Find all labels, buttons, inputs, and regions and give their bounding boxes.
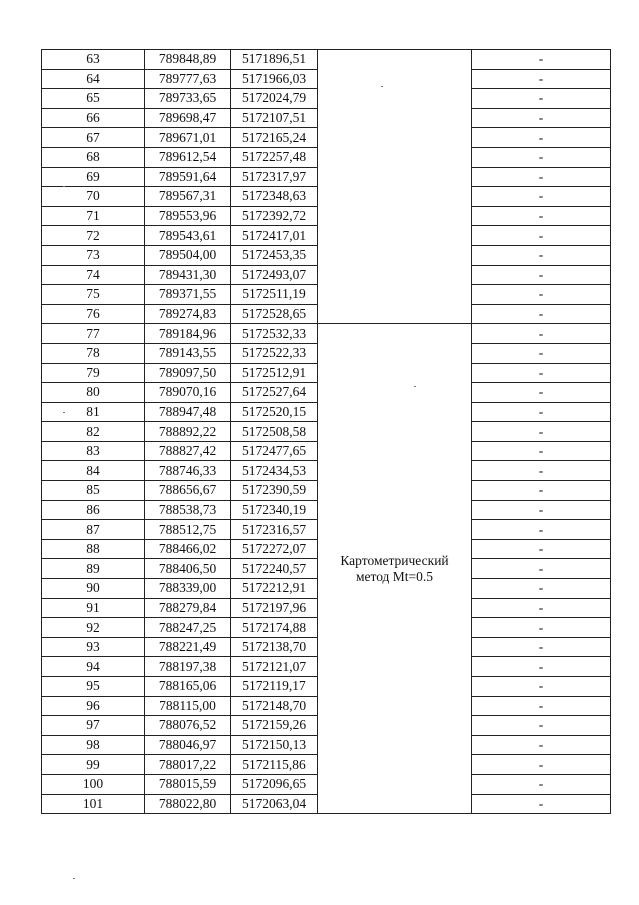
x-coordinate-cell: 788892,22 xyxy=(145,422,231,442)
y-coordinate-cell: 5172340,19 xyxy=(231,500,318,520)
y-coordinate-cell: 5172119,17 xyxy=(231,677,318,697)
x-coordinate-cell: 789070,16 xyxy=(145,383,231,403)
x-coordinate-cell: 789671,01 xyxy=(145,128,231,148)
x-coordinate-cell: 788076,52 xyxy=(145,716,231,736)
x-coordinate-cell: 788746,33 xyxy=(145,461,231,481)
point-number-cell: 88 xyxy=(42,539,145,559)
point-number-cell: 100 xyxy=(42,774,145,794)
y-coordinate-cell: 5172317,97 xyxy=(231,167,318,187)
x-coordinate-cell: 788165,06 xyxy=(145,677,231,697)
x-coordinate-cell: 789553,96 xyxy=(145,206,231,226)
accuracy-cell: - xyxy=(472,167,611,187)
point-number-cell: 98 xyxy=(42,735,145,755)
accuracy-cell: - xyxy=(472,363,611,383)
y-coordinate-cell: 5171966,03 xyxy=(231,69,318,89)
point-number-cell: 65 xyxy=(42,89,145,109)
y-coordinate-cell: 5172511,19 xyxy=(231,285,318,305)
x-coordinate-cell: 788017,22 xyxy=(145,755,231,775)
coordinates-table xyxy=(41,49,611,814)
y-coordinate-cell: 5172212,91 xyxy=(231,579,318,599)
y-coordinate-cell: 5172522,33 xyxy=(231,343,318,363)
accuracy-cell: - xyxy=(472,50,611,70)
accuracy-cell: - xyxy=(472,794,611,814)
x-coordinate-cell: 789591,64 xyxy=(145,167,231,187)
y-coordinate-cell: 5172063,04 xyxy=(231,794,318,814)
point-number-cell: 72 xyxy=(42,226,145,246)
y-coordinate-cell: 5172493,07 xyxy=(231,265,318,285)
y-coordinate-cell: 5172417,01 xyxy=(231,226,318,246)
y-coordinate-cell: 5172390,59 xyxy=(231,481,318,501)
x-coordinate-cell: 788538,73 xyxy=(145,500,231,520)
x-coordinate-cell: 789567,31 xyxy=(145,187,231,207)
x-coordinate-cell: 789097,50 xyxy=(145,363,231,383)
accuracy-cell: - xyxy=(472,402,611,422)
point-number-cell: 81 xyxy=(42,402,145,422)
y-coordinate-cell: 5172257,48 xyxy=(231,147,318,167)
y-coordinate-cell: 5172150,13 xyxy=(231,735,318,755)
point-number-cell: 64 xyxy=(42,69,145,89)
scan-speck xyxy=(414,386,416,387)
accuracy-cell: - xyxy=(472,735,611,755)
point-number-cell: 89 xyxy=(42,559,145,579)
point-number-cell: 90 xyxy=(42,579,145,599)
x-coordinate-cell: 789431,30 xyxy=(145,265,231,285)
x-coordinate-cell: 788512,75 xyxy=(145,520,231,540)
accuracy-cell: - xyxy=(472,598,611,618)
accuracy-cell: - xyxy=(472,461,611,481)
scan-speck xyxy=(63,186,65,187)
y-coordinate-cell: 5172121,07 xyxy=(231,657,318,677)
point-number-cell: 93 xyxy=(42,637,145,657)
x-coordinate-cell: 789543,61 xyxy=(145,226,231,246)
y-coordinate-cell: 5172197,96 xyxy=(231,598,318,618)
x-coordinate-cell: 789612,54 xyxy=(145,147,231,167)
scan-speck xyxy=(73,878,75,879)
accuracy-cell: - xyxy=(472,187,611,207)
x-coordinate-cell: 788197,38 xyxy=(145,657,231,677)
y-coordinate-cell: 5172527,64 xyxy=(231,383,318,403)
x-coordinate-cell: 789733,65 xyxy=(145,89,231,109)
point-number-cell: 79 xyxy=(42,363,145,383)
accuracy-cell: - xyxy=(472,206,611,226)
x-coordinate-cell: 788247,25 xyxy=(145,618,231,638)
point-number-cell: 84 xyxy=(42,461,145,481)
point-number-cell: 67 xyxy=(42,128,145,148)
accuracy-cell: - xyxy=(472,755,611,775)
table-row xyxy=(42,50,611,70)
y-coordinate-cell: 5172348,63 xyxy=(231,187,318,207)
x-coordinate-cell: 789848,89 xyxy=(145,50,231,70)
point-number-cell: 97 xyxy=(42,716,145,736)
x-coordinate-cell: 788827,42 xyxy=(145,441,231,461)
accuracy-cell: - xyxy=(472,226,611,246)
y-coordinate-cell: 5172272,07 xyxy=(231,539,318,559)
y-coordinate-cell: 5172165,24 xyxy=(231,128,318,148)
point-number-cell: 70 xyxy=(42,187,145,207)
accuracy-cell: - xyxy=(472,304,611,324)
x-coordinate-cell: 788466,02 xyxy=(145,539,231,559)
y-coordinate-cell: 5172159,26 xyxy=(231,716,318,736)
accuracy-cell: - xyxy=(472,716,611,736)
accuracy-cell: - xyxy=(472,422,611,442)
y-coordinate-cell: 5172434,53 xyxy=(231,461,318,481)
y-coordinate-cell: 5172392,72 xyxy=(231,206,318,226)
x-coordinate-cell: 789777,63 xyxy=(145,69,231,89)
accuracy-cell: - xyxy=(472,520,611,540)
point-number-cell: 76 xyxy=(42,304,145,324)
y-coordinate-cell: 5172508,58 xyxy=(231,422,318,442)
accuracy-cell: - xyxy=(472,128,611,148)
point-number-cell: 91 xyxy=(42,598,145,618)
accuracy-cell: - xyxy=(472,324,611,344)
accuracy-cell: - xyxy=(472,618,611,638)
y-coordinate-cell: 5172477,65 xyxy=(231,441,318,461)
x-coordinate-cell: 788022,80 xyxy=(145,794,231,814)
point-number-cell: 83 xyxy=(42,441,145,461)
accuracy-cell: - xyxy=(472,559,611,579)
y-coordinate-cell: 5172528,65 xyxy=(231,304,318,324)
x-coordinate-cell: 788046,97 xyxy=(145,735,231,755)
accuracy-cell: - xyxy=(472,579,611,599)
accuracy-cell: - xyxy=(472,108,611,128)
accuracy-cell: - xyxy=(472,147,611,167)
point-number-cell: 75 xyxy=(42,285,145,305)
x-coordinate-cell: 788221,49 xyxy=(145,637,231,657)
point-number-cell: 96 xyxy=(42,696,145,716)
point-number-cell: 66 xyxy=(42,108,145,128)
accuracy-cell: - xyxy=(472,677,611,697)
point-number-cell: 68 xyxy=(42,147,145,167)
point-number-cell: 63 xyxy=(42,50,145,70)
scan-speck xyxy=(381,86,383,87)
accuracy-cell: - xyxy=(472,657,611,677)
y-coordinate-cell: 5172532,33 xyxy=(231,324,318,344)
accuracy-cell: - xyxy=(472,637,611,657)
y-coordinate-cell: 5172316,57 xyxy=(231,520,318,540)
accuracy-cell: - xyxy=(472,696,611,716)
accuracy-cell: - xyxy=(472,265,611,285)
accuracy-cell: - xyxy=(472,500,611,520)
method-cell-empty xyxy=(318,50,472,324)
point-number-cell: 74 xyxy=(42,265,145,285)
point-number-cell: 71 xyxy=(42,206,145,226)
x-coordinate-cell: 789274,83 xyxy=(145,304,231,324)
scan-speck xyxy=(63,412,65,413)
point-number-cell: 92 xyxy=(42,618,145,638)
y-coordinate-cell: 5172148,70 xyxy=(231,696,318,716)
y-coordinate-cell: 5172024,79 xyxy=(231,89,318,109)
y-coordinate-cell: 5171896,51 xyxy=(231,50,318,70)
method-cell: Картометрический метод Mt=0.5 xyxy=(318,324,472,814)
x-coordinate-cell: 789504,00 xyxy=(145,245,231,265)
point-number-cell: 80 xyxy=(42,383,145,403)
point-number-cell: 69 xyxy=(42,167,145,187)
point-number-cell: 99 xyxy=(42,755,145,775)
x-coordinate-cell: 789184,96 xyxy=(145,324,231,344)
x-coordinate-cell: 788406,50 xyxy=(145,559,231,579)
accuracy-cell: - xyxy=(472,481,611,501)
y-coordinate-cell: 5172138,70 xyxy=(231,637,318,657)
accuracy-cell: - xyxy=(472,89,611,109)
y-coordinate-cell: 5172107,51 xyxy=(231,108,318,128)
y-coordinate-cell: 5172096,65 xyxy=(231,774,318,794)
point-number-cell: 78 xyxy=(42,343,145,363)
y-coordinate-cell: 5172174,88 xyxy=(231,618,318,638)
coordinates-table-body xyxy=(42,50,611,814)
x-coordinate-cell: 788015,59 xyxy=(145,774,231,794)
point-number-cell: 82 xyxy=(42,422,145,442)
x-coordinate-cell: 788279,84 xyxy=(145,598,231,618)
y-coordinate-cell: 5172520,15 xyxy=(231,402,318,422)
x-coordinate-cell: 788339,00 xyxy=(145,579,231,599)
point-number-cell: 95 xyxy=(42,677,145,697)
point-number-cell: 85 xyxy=(42,481,145,501)
point-number-cell: 73 xyxy=(42,245,145,265)
accuracy-cell: - xyxy=(472,285,611,305)
y-coordinate-cell: 5172453,35 xyxy=(231,245,318,265)
accuracy-cell: - xyxy=(472,441,611,461)
y-coordinate-cell: 5172512,91 xyxy=(231,363,318,383)
x-coordinate-cell: 788656,67 xyxy=(145,481,231,501)
table-row xyxy=(42,324,611,344)
point-number-cell: 87 xyxy=(42,520,145,540)
point-number-cell: 77 xyxy=(42,324,145,344)
x-coordinate-cell: 788947,48 xyxy=(145,402,231,422)
accuracy-cell: - xyxy=(472,69,611,89)
accuracy-cell: - xyxy=(472,774,611,794)
point-number-cell: 86 xyxy=(42,500,145,520)
x-coordinate-cell: 788115,00 xyxy=(145,696,231,716)
point-number-cell: 94 xyxy=(42,657,145,677)
accuracy-cell: - xyxy=(472,343,611,363)
x-coordinate-cell: 789698,47 xyxy=(145,108,231,128)
accuracy-cell: - xyxy=(472,539,611,559)
point-number-cell: 101 xyxy=(42,794,145,814)
y-coordinate-cell: 5172115,86 xyxy=(231,755,318,775)
accuracy-cell: - xyxy=(472,245,611,265)
y-coordinate-cell: 5172240,57 xyxy=(231,559,318,579)
x-coordinate-cell: 789371,55 xyxy=(145,285,231,305)
x-coordinate-cell: 789143,55 xyxy=(145,343,231,363)
accuracy-cell: - xyxy=(472,383,611,403)
